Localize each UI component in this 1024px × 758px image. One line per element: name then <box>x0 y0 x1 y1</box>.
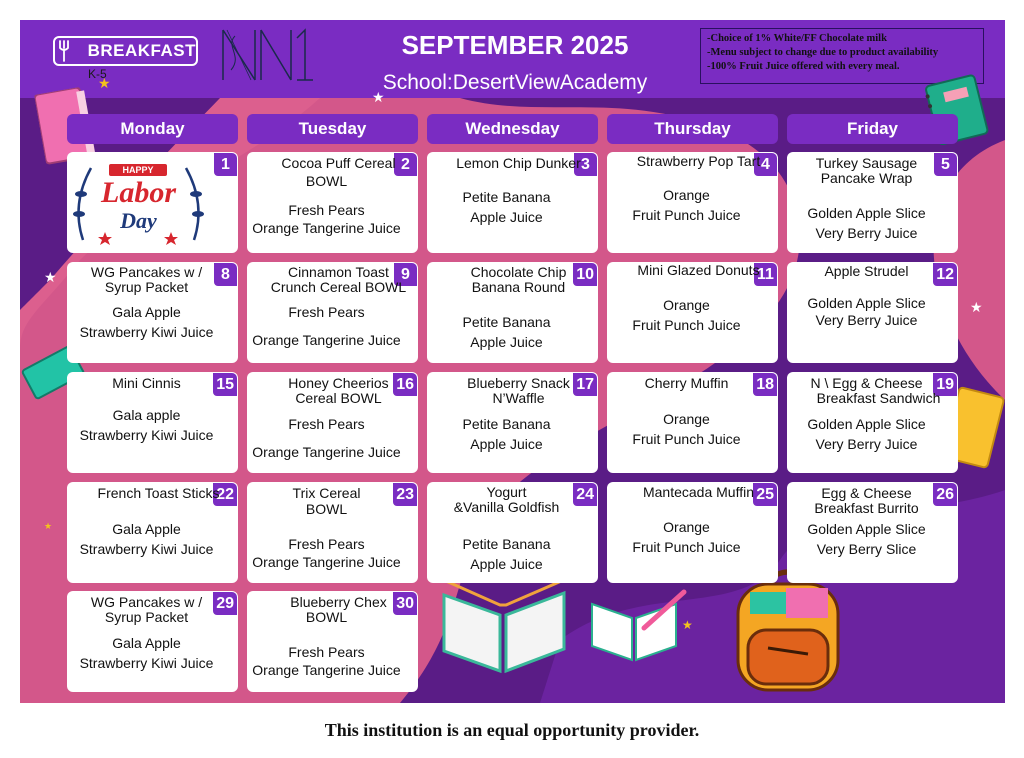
menu-item: BOWL <box>305 173 348 189</box>
menu-item: Blueberry Snack <box>467 375 570 391</box>
date-number: 29 <box>213 592 237 615</box>
star-icon: ★ <box>98 76 111 92</box>
date-number: 17 <box>573 373 597 396</box>
menu-item: Gala Apple <box>112 304 181 320</box>
note-line: -Choice of 1% White/FF Chocolate milk <box>707 33 887 44</box>
menu-item: Cherry Muffin <box>644 375 729 391</box>
date-number: 16 <box>393 373 417 396</box>
day-cell-17 <box>427 372 598 473</box>
menu-item: Fruit Punch Juice <box>632 317 741 333</box>
menu-item: Mantecada Muffin <box>642 484 755 500</box>
menu-item: Yogurt <box>486 484 527 500</box>
star-icon: ★ <box>44 270 57 286</box>
menu-item: WG Pancakes w / <box>90 594 203 610</box>
menu-item: Golden Apple Slice <box>807 521 926 537</box>
menu-item: Very Berry Juice <box>815 436 918 452</box>
labor-day-graphic <box>69 154 208 250</box>
menu-item: Mini Cinnis <box>112 375 181 391</box>
menu-item: Gala Apple <box>112 635 181 651</box>
day-cell-29 <box>67 591 238 692</box>
menu-item: Fruit Punch Juice <box>632 207 741 223</box>
menu-item: Fresh Pears <box>288 304 365 320</box>
date-number: 25 <box>753 483 777 506</box>
menu-item: Very Berry Juice <box>815 225 918 241</box>
date-number: 10 <box>573 263 597 286</box>
star-icon: ★ <box>682 618 693 632</box>
day-header-monday: Monday <box>67 114 238 144</box>
menu-item: Breakfast Burrito <box>814 500 919 516</box>
menu-item: Syrup Packet <box>104 609 189 625</box>
day-cell-10 <box>427 262 598 363</box>
menu-item: Breakfast Sandwich <box>816 390 941 406</box>
day-header-friday: Friday <box>787 114 958 144</box>
menu-item: Turkey Sausage <box>815 155 918 171</box>
menu-item: Cereal BOWL <box>295 390 382 406</box>
day-header-wednesday: Wednesday <box>427 114 598 144</box>
menu-item: Strawberry Pop Tart <box>636 153 761 169</box>
date-number: 1 <box>214 153 237 176</box>
day-cell-19 <box>787 372 958 473</box>
menu-item: Orange <box>663 519 710 535</box>
menu-item: Strawberry Kiwi Juice <box>79 541 214 557</box>
day-cell-15 <box>67 372 238 473</box>
menu-item: WG Pancakes w / <box>90 264 203 280</box>
date-number: 2 <box>394 153 417 176</box>
menu-item: N’Waffle <box>492 390 545 406</box>
menu-item: Strawberry Kiwi Juice <box>79 427 214 443</box>
holiday-sub-text: Day <box>120 208 157 233</box>
menu-item: Apple Strudel <box>824 263 909 279</box>
date-number: 24 <box>573 483 597 506</box>
menu-item: Orange Tangerine Juice <box>252 662 401 678</box>
menu-item: Petite Banana <box>462 314 551 330</box>
menu-item: Mini Glazed Donuts <box>637 262 760 278</box>
day-header-tuesday: Tuesday <box>247 114 418 144</box>
footer-statement: This institution is an equal opportunity provider. <box>324 720 700 740</box>
menu-item: Orange Tangerine Juice <box>252 332 401 348</box>
menu-item: Pancake Wrap <box>820 170 913 186</box>
menu-item: Very Berry Juice <box>815 312 918 328</box>
menu-item: Fresh Pears <box>288 644 365 660</box>
date-number: 18 <box>753 373 777 396</box>
date-number: 23 <box>393 483 417 506</box>
day-header-thursday: Thursday <box>607 114 778 144</box>
star-icon: ★ <box>44 522 53 532</box>
menu-item: Cocoa Puff Cereal <box>281 155 396 171</box>
menu-item: BOWL <box>305 609 348 625</box>
menu-item: Honey Cheerios <box>288 375 389 391</box>
date-number: 4 <box>754 153 777 176</box>
page-title: SEPTEMBER 2025 <box>401 30 629 60</box>
menu-item: Cinnamon Toast <box>288 264 389 280</box>
day-cell-12 <box>787 262 958 363</box>
day-cell-4 <box>607 152 778 253</box>
date-number: 22 <box>213 483 237 506</box>
date-number: 9 <box>394 263 417 286</box>
menu-item: Fruit Punch Juice <box>632 539 741 555</box>
meal-type-label: BREAKFAST <box>87 41 196 60</box>
menu-item: Petite Banana <box>462 189 551 205</box>
day-cell-23 <box>247 482 418 583</box>
menu-item: Orange <box>663 297 710 313</box>
menu-item: Apple Juice <box>470 436 543 452</box>
day-cell-2 <box>247 152 418 253</box>
menu-item: N \ Egg & Cheese <box>810 375 923 391</box>
menu-item: Orange Tangerine Juice <box>252 444 401 460</box>
date-number: 11 <box>754 263 777 286</box>
day-cell-3 <box>427 152 598 253</box>
day-cell-5 <box>787 152 958 253</box>
day-cell-11 <box>607 262 778 363</box>
holiday-main-text: Labor <box>101 176 176 209</box>
day-cell-9 <box>247 262 418 363</box>
date-number: 30 <box>393 592 417 615</box>
date-number: 26 <box>933 483 957 506</box>
day-cell-30 <box>247 591 418 692</box>
menu-item: Gala Apple <box>112 521 181 537</box>
date-number: 8 <box>214 263 237 286</box>
menu-item: Blueberry Chex <box>290 594 387 610</box>
menu-item: Very Berry Slice <box>816 541 917 557</box>
fork-icon <box>55 38 74 64</box>
menu-item: Syrup Packet <box>104 279 189 295</box>
backpack-icon <box>728 568 848 694</box>
note-line: -100% Fruit Juice offered with every meal. <box>707 61 900 72</box>
menu-item: Fresh Pears <box>288 416 365 432</box>
menu-item: &Vanilla Goldfish <box>453 499 560 515</box>
day-cell-24 <box>427 482 598 583</box>
menu-notes <box>700 28 984 84</box>
menu-item: Crunch Cereal BOWL <box>270 279 407 295</box>
menu-item: Golden Apple Slice <box>807 295 926 311</box>
menu-item: Gala apple <box>112 407 181 423</box>
menu-item: Lemon Chip Dunker <box>456 155 581 171</box>
menu-item: Trix Cereal <box>292 485 361 501</box>
menu-item: Fresh Pears <box>288 202 365 218</box>
menu-item: Petite Banana <box>462 536 551 552</box>
menu-item: Apple Juice <box>470 556 543 572</box>
menu-item: Egg & Cheese <box>821 485 912 501</box>
menu-item: BOWL <box>305 501 348 517</box>
menu-item: French Toast Sticks <box>97 485 220 501</box>
menu-item: Orange <box>663 411 710 427</box>
menu-item: Chocolate Chip <box>470 264 567 280</box>
menu-item: Strawberry Kiwi Juice <box>79 324 214 340</box>
date-number: 5 <box>934 153 957 176</box>
menu-item: Orange <box>663 187 710 203</box>
menu-item: Apple Juice <box>470 209 543 225</box>
date-number: 15 <box>213 373 237 396</box>
menu-calendar <box>20 20 1005 703</box>
header-bar <box>20 20 1005 98</box>
menu-item: Golden Apple Slice <box>807 416 926 432</box>
menu-item: Banana Round <box>471 279 566 295</box>
menu-item: Golden Apple Slice <box>807 205 926 221</box>
school-name: School:DesertViewAcademy <box>382 71 648 94</box>
menu-item: Fresh Pears <box>288 536 365 552</box>
day-cell-18 <box>607 372 778 473</box>
menu-item: Orange Tangerine Juice <box>252 220 401 236</box>
menu-item: Orange Tangerine Juice <box>252 554 401 570</box>
meal-type-badge <box>53 36 198 66</box>
day-cell-22 <box>67 482 238 583</box>
day-cell-25 <box>607 482 778 583</box>
holiday-top-text: HAPPY <box>122 165 154 175</box>
day-cell-1 <box>67 152 238 253</box>
day-cell-26 <box>787 482 958 583</box>
open-book-icon <box>440 575 570 675</box>
day-cell-8 <box>67 262 238 363</box>
date-number: 19 <box>933 373 957 396</box>
day-cell-16 <box>247 372 418 473</box>
star-icon: ★ <box>372 90 385 106</box>
note-line: -Menu subject to change due to product availability <box>707 47 939 58</box>
date-number: 3 <box>574 153 597 176</box>
grade-label: K-5 <box>88 67 107 81</box>
menu-item: Petite Banana <box>462 416 551 432</box>
menu-item: Strawberry Kiwi Juice <box>79 655 214 671</box>
menu-item: Apple Juice <box>470 334 543 350</box>
star-icon: ★ <box>970 300 983 316</box>
open-book-with-pen-icon <box>588 588 688 668</box>
menu-item: Fruit Punch Juice <box>632 431 741 447</box>
date-number: 12 <box>933 263 957 286</box>
school-lunch-program-logo <box>217 26 315 100</box>
